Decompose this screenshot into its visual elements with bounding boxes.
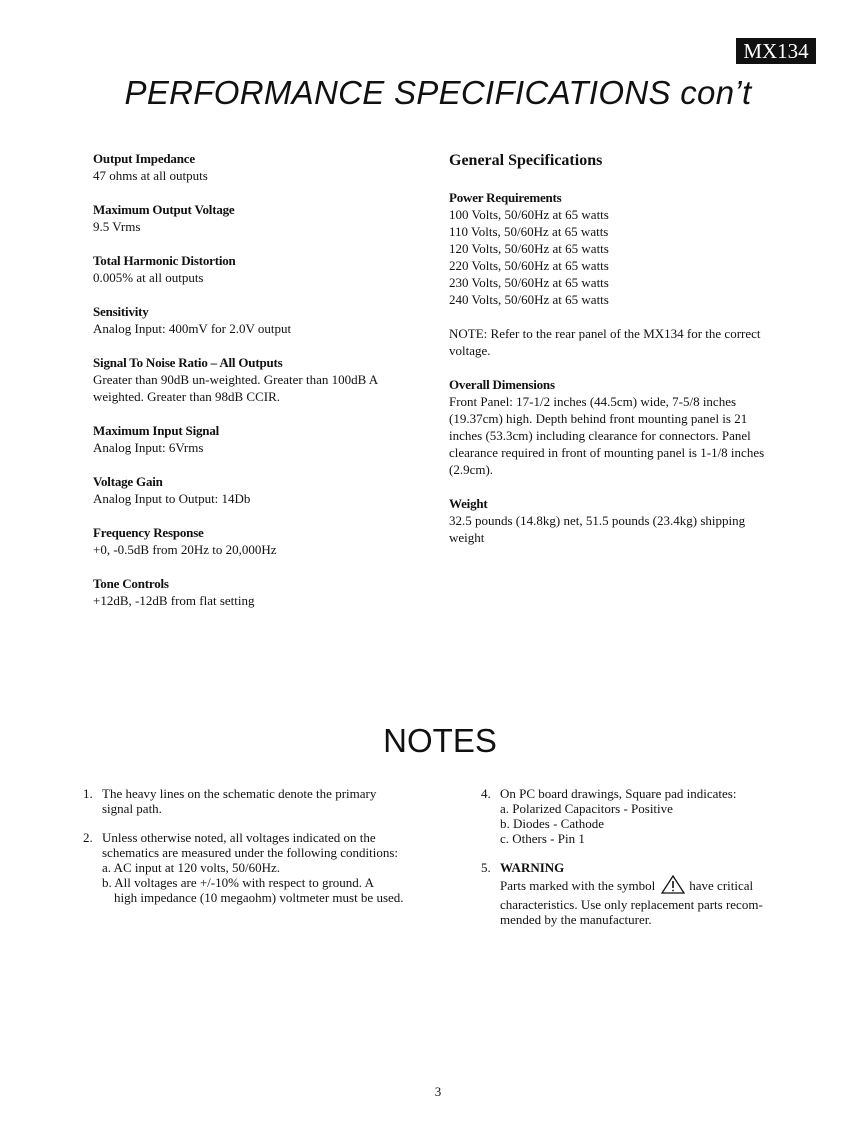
- notes-heading: NOTES: [383, 722, 497, 759]
- model-badge: MX134: [736, 38, 816, 64]
- power-line: 100 Volts, 50/60Hz at 65 watts: [449, 207, 609, 222]
- spec-maximum-input-signal: [93, 422, 423, 456]
- spec-label: Power Requirements: [449, 190, 562, 205]
- note-body: [102, 830, 433, 905]
- spec-voltage-gain: [93, 473, 423, 507]
- note-number: 5.: [481, 860, 491, 875]
- spec-value: 47 ohms at all outputs: [93, 168, 208, 183]
- note-number: 4.: [481, 786, 491, 801]
- spec-label: Total Harmonic Distortion: [93, 253, 236, 268]
- note-sub-c: c. Others - Pin 1: [500, 831, 585, 846]
- spec-signal-to-noise: [93, 354, 423, 405]
- spec-weight: [449, 495, 799, 546]
- spec-total-harmonic-distortion: [93, 252, 423, 286]
- spec-tone-controls: [93, 575, 423, 609]
- spec-overall-dimensions: [449, 376, 799, 478]
- note-text: The heavy lines on the schematic denote the primary signal path.: [102, 786, 377, 816]
- spec-value: 0.005% at all outputs: [93, 270, 204, 285]
- note-body: [500, 860, 811, 927]
- note-number: 1.: [83, 786, 93, 801]
- note-5: [481, 860, 811, 927]
- spec-sensitivity: [93, 303, 423, 337]
- general-specs-heading: General Specifications: [449, 152, 603, 169]
- note-2: [83, 830, 433, 905]
- power-list: [449, 206, 799, 308]
- spec-label: Signal To Noise Ratio – All Outputs: [93, 355, 283, 370]
- spec-label: Voltage Gain: [93, 474, 163, 489]
- voltage-note: NOTE: Refer to the rear panel of the MX134 for the correct voltage.: [449, 326, 761, 358]
- spec-value: Analog Input: 6Vrms: [93, 440, 204, 455]
- spec-label: Overall Dimensions: [449, 377, 555, 392]
- spec-value: 9.5 Vrms: [93, 219, 141, 234]
- note-sub-b: b. Diodes - Cathode: [500, 816, 604, 831]
- spec-label: Frequency Response: [93, 525, 204, 540]
- page-number: 3: [434, 1084, 442, 1099]
- warning-title: WARNING: [500, 860, 565, 875]
- note-sub-b-cont: high impedance (10 megaohm) voltmeter must be used.: [114, 890, 404, 905]
- note-text: On PC board drawings, Square pad indicates:: [500, 786, 737, 801]
- spec-value: +0, -0.5dB from 20Hz to 20,000Hz: [93, 542, 277, 557]
- spec-value: +12dB, -12dB from flat setting: [93, 593, 255, 608]
- notes-column-right: [481, 786, 811, 941]
- note-number: 2.: [83, 830, 93, 845]
- page-title: PERFORMANCE SPECIFICATIONS con’t: [124, 74, 752, 111]
- performance-specs-column: [93, 150, 423, 626]
- note-1: [83, 786, 433, 816]
- note-sub-a: a. Polarized Capacitors - Positive: [500, 801, 673, 816]
- warning-triangle-icon: [661, 875, 685, 897]
- spec-label: Output Impedance: [93, 151, 195, 166]
- spec-label: Weight: [449, 496, 488, 511]
- spec-maximum-output-voltage: [93, 201, 423, 235]
- spec-value: Analog Input: 400mV for 2.0V output: [93, 321, 292, 336]
- power-line: 230 Volts, 50/60Hz at 65 watts: [449, 275, 609, 290]
- note-body: [500, 786, 811, 846]
- spec-label: Maximum Input Signal: [93, 423, 220, 438]
- general-specs-column: [449, 150, 799, 563]
- spec-label: Tone Controls: [93, 576, 169, 591]
- note-4: [481, 786, 811, 846]
- spec-value: Greater than 90dB un-weighted. Greater than 100dB A weighted. Greater than 98dB CCIR.: [93, 372, 379, 404]
- notes-column-left: [83, 786, 433, 919]
- spec-frequency-response: [93, 524, 423, 558]
- spec-value: 32.5 pounds (14.8kg) net, 51.5 pounds (23.4kg) shipping weight: [449, 513, 746, 545]
- power-line: 120 Volts, 50/60Hz at 65 watts: [449, 241, 609, 256]
- spec-label: Maximum Output Voltage: [93, 202, 235, 217]
- note-text: Unless otherwise noted, all voltages indicated on the schematics are measured under the following conditions:: [102, 830, 399, 860]
- note-sub-a: a. AC input at 120 volts, 50/60Hz.: [102, 860, 281, 875]
- warning-text-b: have critical: [689, 878, 754, 893]
- note-sub-b: b. All voltages are +/-10% with respect to ground. A: [102, 875, 374, 890]
- spec-output-impedance: [93, 150, 423, 184]
- power-line: 110 Volts, 50/60Hz at 65 watts: [449, 224, 609, 239]
- spec-value: Front Panel: 17-1/2 inches (44.5cm) wide, 7-5/8 inches (19.37cm) high. Depth behind front mounting panel is 21 inches (53.3cm) including clearance for connectors. Panel clearance required in front of mounting panel is 1-1/8 inches (2.9cm).: [449, 394, 765, 477]
- spec-label: Sensitivity: [93, 304, 149, 319]
- warning-line: [500, 875, 811, 897]
- spec-value: Analog Input to Output: 14Db: [93, 491, 251, 506]
- spec-power-requirements: [449, 189, 799, 308]
- warning-text-c: characteristics. Use only replacement parts recom- mended by the manufacturer.: [500, 897, 763, 927]
- power-line: 240 Volts, 50/60Hz at 65 watts: [449, 292, 609, 307]
- warning-text-a: Parts marked with the symbol: [500, 878, 656, 893]
- power-line: 220 Volts, 50/60Hz at 65 watts: [449, 258, 609, 273]
